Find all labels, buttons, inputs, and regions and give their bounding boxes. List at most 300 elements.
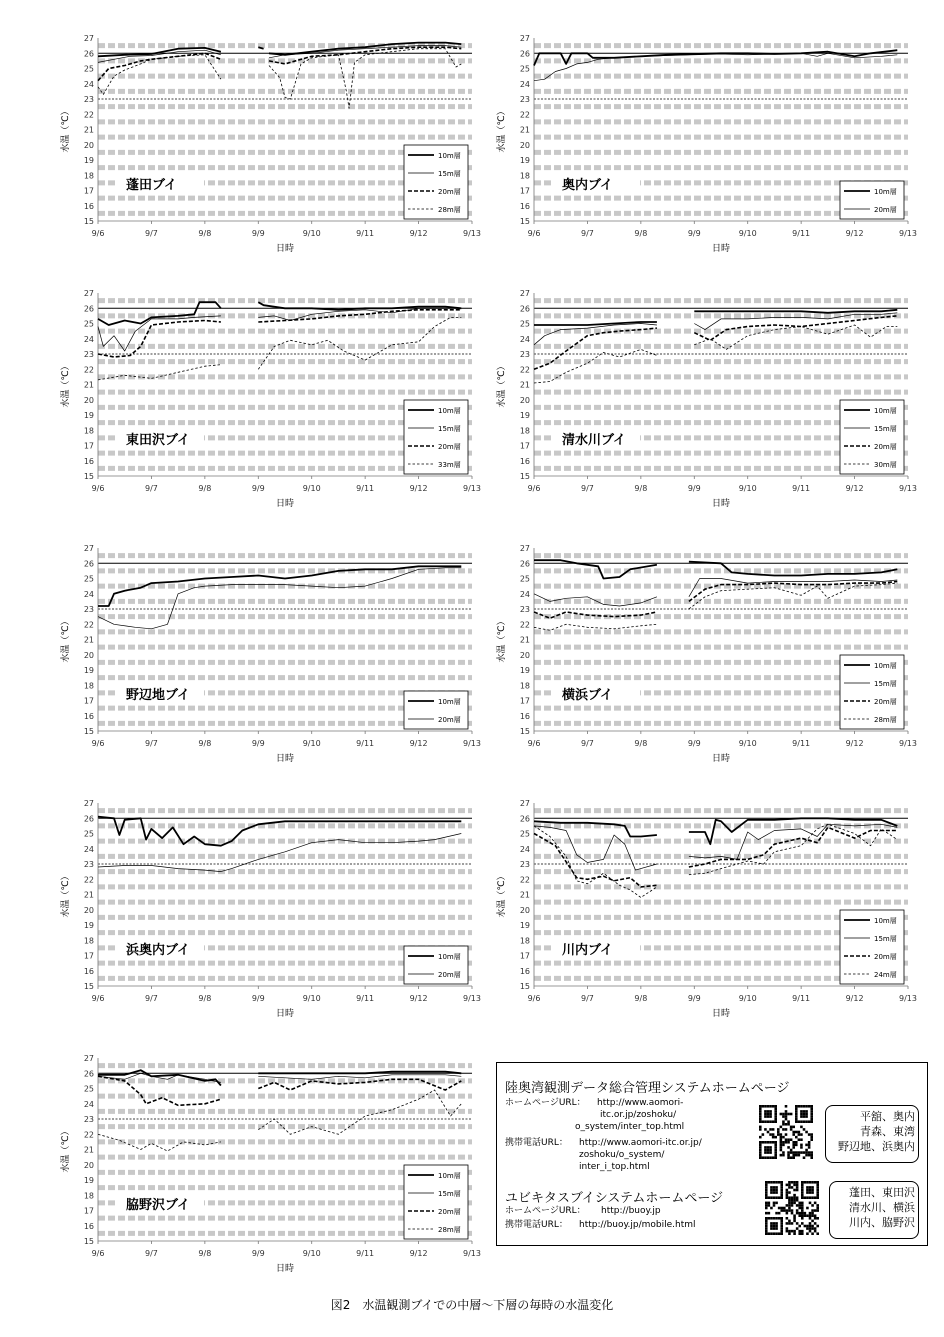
qr-module bbox=[769, 1105, 772, 1108]
qr-module bbox=[764, 1146, 767, 1149]
y-tick-label: 19 bbox=[519, 921, 530, 930]
legend-label: 20m層 bbox=[874, 953, 897, 961]
area-2-line-3: 川内、脇野沢 bbox=[849, 1216, 915, 1229]
y-tick-label: 27 bbox=[519, 34, 530, 43]
x-tick-label: 9/6 bbox=[91, 229, 105, 238]
y-tick-label: 23 bbox=[83, 350, 94, 359]
qr-module bbox=[785, 1115, 788, 1118]
qr-module bbox=[793, 1184, 796, 1187]
y-axis-label: 水温（℃） bbox=[497, 616, 507, 663]
qr-module bbox=[774, 1113, 777, 1116]
qr-module bbox=[780, 1126, 783, 1129]
qr-module bbox=[791, 1196, 794, 1199]
qr-module bbox=[767, 1151, 770, 1154]
y-tick-label: 21 bbox=[519, 380, 530, 390]
qr-module bbox=[788, 1184, 791, 1187]
qr-module bbox=[767, 1149, 770, 1152]
y-tick-label: 16 bbox=[519, 711, 530, 721]
qr-module bbox=[803, 1105, 806, 1108]
y-axis-label: 水温（℃） bbox=[497, 871, 507, 918]
qr-module bbox=[795, 1108, 798, 1111]
x-axis-label: 日時 bbox=[275, 754, 295, 764]
qr-module bbox=[773, 1227, 776, 1230]
y-tick-label: 20 bbox=[519, 140, 530, 150]
qr-module bbox=[765, 1186, 768, 1189]
y-tick-label: 16 bbox=[83, 456, 94, 466]
y-tick-label: 17 bbox=[83, 186, 94, 196]
qr-module bbox=[811, 1227, 814, 1230]
qr-module bbox=[796, 1222, 799, 1225]
qr-module bbox=[801, 1209, 804, 1212]
y-tick-label: 18 bbox=[83, 426, 94, 436]
y-tick-label: 26 bbox=[83, 559, 94, 569]
y-tick-label: 27 bbox=[519, 799, 530, 808]
hp1-url-line-2[interactable]: itc.or.jp/zoshoku/ bbox=[600, 1110, 677, 1120]
hp2-label: ホームページURL： bbox=[505, 1206, 586, 1216]
qr-module bbox=[780, 1184, 783, 1187]
x-axis-label: 日時 bbox=[711, 1009, 731, 1019]
qr-module bbox=[780, 1133, 783, 1136]
qr-module bbox=[767, 1120, 770, 1123]
qr-module bbox=[774, 1120, 777, 1123]
qr-module bbox=[801, 1184, 804, 1187]
x-tick-label: 9/10 bbox=[302, 229, 321, 238]
qr-module bbox=[772, 1105, 775, 1108]
x-tick-label: 9/13 bbox=[899, 484, 917, 493]
qr-module bbox=[805, 1154, 808, 1157]
qr-module bbox=[772, 1120, 775, 1123]
qr-module bbox=[816, 1207, 819, 1210]
x-tick-label: 9/12 bbox=[845, 994, 864, 1003]
y-tick-label: 24 bbox=[519, 844, 530, 854]
hp1-url-line-3[interactable]: o_system/inter_top.html bbox=[575, 1122, 685, 1132]
qr-module bbox=[796, 1212, 799, 1215]
y-tick-label: 18 bbox=[83, 681, 94, 691]
qr-module bbox=[814, 1209, 817, 1212]
qr-module bbox=[767, 1156, 770, 1159]
x-tick-label: 9/9 bbox=[251, 994, 265, 1003]
station-name: 清水川ブイ bbox=[562, 433, 626, 448]
y-tick-label: 27 bbox=[83, 34, 94, 43]
qr-module bbox=[764, 1128, 767, 1131]
qr-module bbox=[780, 1186, 783, 1189]
qr-module bbox=[774, 1110, 777, 1113]
y-axis-label: 水温（℃） bbox=[497, 361, 507, 408]
qr-module bbox=[777, 1131, 780, 1134]
x-axis-label: 日時 bbox=[275, 1009, 295, 1019]
x-tick-label: 9/6 bbox=[527, 994, 541, 1003]
legend-label: 20m層 bbox=[438, 971, 461, 979]
qr-module bbox=[816, 1186, 819, 1189]
qr-module bbox=[765, 1217, 768, 1220]
y-tick-label: 21 bbox=[519, 635, 530, 645]
chart-svg bbox=[56, 538, 496, 773]
legend-label: 10m層 bbox=[874, 917, 897, 925]
qr-module bbox=[787, 1154, 790, 1157]
qr-module bbox=[793, 1202, 796, 1205]
qr-module bbox=[783, 1207, 786, 1210]
x-tick-label: 9/6 bbox=[527, 484, 541, 493]
station-name: 浜奥内ブイ bbox=[126, 943, 190, 958]
qr-module bbox=[778, 1232, 781, 1235]
qr-module bbox=[787, 1151, 790, 1154]
qr-module bbox=[798, 1232, 801, 1235]
chart-panel bbox=[492, 538, 932, 773]
y-tick-label: 19 bbox=[83, 666, 94, 675]
qr-module bbox=[792, 1141, 795, 1144]
qr-module bbox=[806, 1196, 809, 1199]
qr-module bbox=[805, 1110, 808, 1113]
qr-module bbox=[808, 1154, 811, 1157]
qr-module bbox=[814, 1196, 817, 1199]
qr-module bbox=[808, 1144, 811, 1147]
area-2-line-2: 清水川、横浜 bbox=[849, 1201, 915, 1214]
qr-module bbox=[769, 1156, 772, 1159]
qr-module bbox=[768, 1217, 771, 1220]
qr-module bbox=[774, 1144, 777, 1147]
qr-module bbox=[790, 1128, 793, 1131]
area-1-line-1: 平舘、奥内 bbox=[860, 1110, 915, 1123]
x-tick-label: 9/11 bbox=[792, 994, 811, 1003]
qr-module bbox=[808, 1105, 811, 1108]
y-tick-label: 17 bbox=[83, 696, 94, 706]
qr-module bbox=[816, 1209, 819, 1212]
qr-module bbox=[770, 1189, 773, 1192]
y-tick-label: 17 bbox=[83, 1206, 94, 1216]
qr-module bbox=[803, 1156, 806, 1159]
qr-module bbox=[769, 1113, 772, 1116]
mob1-url-line-2[interactable]: zoshoku/o_system/ bbox=[579, 1150, 665, 1160]
legend-label: 20m層 bbox=[438, 443, 461, 451]
qr-module bbox=[765, 1232, 768, 1235]
qr-module bbox=[780, 1217, 783, 1220]
qr-module bbox=[788, 1196, 791, 1199]
qr-module bbox=[770, 1191, 773, 1194]
qr-module bbox=[759, 1110, 762, 1113]
qr-module bbox=[795, 1120, 798, 1123]
qr-module bbox=[798, 1133, 801, 1136]
y-tick-label: 19 bbox=[83, 1176, 94, 1185]
qr-module bbox=[775, 1186, 778, 1189]
y-tick-label: 17 bbox=[519, 186, 530, 196]
y-axis-label: 水温（℃） bbox=[61, 361, 71, 408]
x-tick-label: 9/12 bbox=[409, 739, 428, 748]
qr-module bbox=[809, 1214, 812, 1217]
qr-module bbox=[791, 1204, 794, 1207]
info-box bbox=[496, 1062, 928, 1246]
y-tick-label: 23 bbox=[83, 95, 94, 104]
x-tick-label: 9/10 bbox=[302, 994, 321, 1003]
qr-module bbox=[810, 1156, 813, 1159]
qr-module bbox=[811, 1220, 814, 1223]
x-tick-label: 9/13 bbox=[899, 229, 917, 238]
qr-module bbox=[759, 1151, 762, 1154]
y-tick-label: 22 bbox=[519, 875, 530, 885]
x-tick-label: 9/12 bbox=[409, 229, 428, 238]
chart-panel bbox=[492, 793, 932, 1028]
qr-module bbox=[803, 1120, 806, 1123]
y-tick-label: 25 bbox=[519, 64, 530, 74]
qr-module bbox=[759, 1113, 762, 1116]
qr-module bbox=[804, 1225, 807, 1228]
qr-module bbox=[793, 1217, 796, 1220]
y-tick-label: 17 bbox=[519, 696, 530, 706]
qr-module bbox=[810, 1110, 813, 1113]
y-axis-label: 水温（℃） bbox=[61, 106, 71, 153]
y-tick-label: 20 bbox=[519, 905, 530, 915]
qr-module bbox=[773, 1191, 776, 1194]
mob2-url[interactable]: http://buoy.jp/mobile.html bbox=[579, 1220, 696, 1230]
qr-module bbox=[774, 1105, 777, 1108]
x-tick-label: 9/11 bbox=[792, 229, 811, 238]
legend-label: 10m層 bbox=[438, 953, 461, 961]
y-tick-label: 16 bbox=[83, 1221, 94, 1231]
qr-module bbox=[811, 1214, 814, 1217]
x-tick-label: 9/13 bbox=[899, 739, 917, 748]
qr-module bbox=[795, 1144, 798, 1147]
y-tick-label: 20 bbox=[83, 905, 94, 915]
qr-module bbox=[774, 1115, 777, 1118]
qr-module bbox=[791, 1222, 794, 1225]
qr-module bbox=[806, 1181, 809, 1184]
qr-module bbox=[764, 1113, 767, 1116]
qr-module bbox=[790, 1138, 793, 1141]
qr-module bbox=[798, 1131, 801, 1134]
qr-module bbox=[800, 1113, 803, 1116]
qr-module bbox=[798, 1138, 801, 1141]
qr-module bbox=[759, 1120, 762, 1123]
y-tick-label: 25 bbox=[519, 829, 530, 839]
qr-module bbox=[770, 1196, 773, 1199]
qr-module bbox=[801, 1204, 804, 1207]
qr-module bbox=[798, 1105, 801, 1108]
qr-module bbox=[786, 1227, 789, 1230]
qr-module bbox=[780, 1232, 783, 1235]
qr-module bbox=[810, 1151, 813, 1154]
hp1-url-line-1[interactable]: http://www.aomori- bbox=[597, 1098, 684, 1108]
qr-module bbox=[769, 1141, 772, 1144]
mob1-url-line-1[interactable]: http://www.aomori-itc.or.jp/ bbox=[579, 1138, 702, 1148]
mob1-url-line-3[interactable]: inter_i_top.html bbox=[579, 1162, 650, 1172]
qr-module bbox=[778, 1212, 781, 1215]
qr-module bbox=[793, 1199, 796, 1202]
qr-module bbox=[791, 1186, 794, 1189]
y-tick-label: 21 bbox=[83, 635, 94, 645]
y-tick-label: 24 bbox=[83, 79, 94, 89]
legend-label: 10m層 bbox=[438, 152, 461, 160]
y-tick-label: 24 bbox=[83, 1099, 94, 1109]
chart-panel bbox=[56, 28, 496, 263]
qr-module bbox=[795, 1154, 798, 1157]
y-tick-label: 16 bbox=[83, 201, 94, 211]
qr-module bbox=[796, 1209, 799, 1212]
legend-label: 20m層 bbox=[438, 1208, 461, 1216]
qr-module bbox=[786, 1196, 789, 1199]
qr-module bbox=[805, 1113, 808, 1116]
x-tick-label: 9/6 bbox=[91, 994, 105, 1003]
qr-module bbox=[811, 1191, 814, 1194]
qr-module bbox=[785, 1105, 788, 1108]
qr-module bbox=[780, 1146, 783, 1149]
qr-module bbox=[773, 1186, 776, 1189]
qr-module bbox=[795, 1151, 798, 1154]
qr-module bbox=[787, 1138, 790, 1141]
qr-module bbox=[786, 1209, 789, 1212]
x-tick-label: 9/11 bbox=[792, 739, 811, 748]
y-tick-label: 21 bbox=[519, 125, 530, 135]
y-tick-label: 22 bbox=[83, 110, 94, 120]
qr-module bbox=[787, 1146, 790, 1149]
qr-module bbox=[796, 1181, 799, 1184]
qr-module bbox=[800, 1115, 803, 1118]
x-tick-label: 9/7 bbox=[144, 994, 158, 1003]
qr-module bbox=[770, 1225, 773, 1228]
qr-module bbox=[764, 1120, 767, 1123]
hp2-url[interactable]: http://buoy.jp bbox=[601, 1206, 661, 1216]
qr-module bbox=[777, 1128, 780, 1131]
qr-module bbox=[780, 1113, 783, 1116]
qr-module bbox=[774, 1154, 777, 1157]
qr-module bbox=[774, 1146, 777, 1149]
qr-module bbox=[783, 1209, 786, 1212]
y-tick-label: 18 bbox=[83, 936, 94, 946]
qr-module bbox=[798, 1202, 801, 1205]
qr-module bbox=[809, 1181, 812, 1184]
qr-module bbox=[787, 1123, 790, 1126]
x-tick-label: 9/8 bbox=[198, 1249, 212, 1258]
y-tick-label: 25 bbox=[519, 574, 530, 584]
qr-module bbox=[765, 1227, 768, 1230]
x-tick-label: 9/13 bbox=[463, 229, 481, 238]
qr-module bbox=[791, 1230, 794, 1233]
x-tick-label: 9/13 bbox=[899, 994, 917, 1003]
qr-module bbox=[768, 1181, 771, 1184]
legend-label: 15m層 bbox=[874, 935, 897, 943]
qr-module bbox=[810, 1115, 813, 1118]
qr-module bbox=[787, 1141, 790, 1144]
qr-module bbox=[780, 1222, 783, 1225]
x-tick-label: 9/7 bbox=[144, 739, 158, 748]
qr-module bbox=[769, 1151, 772, 1154]
qr-module bbox=[780, 1144, 783, 1147]
qr-module bbox=[811, 1181, 814, 1184]
qr-module bbox=[792, 1151, 795, 1154]
qr-module bbox=[785, 1123, 788, 1126]
y-tick-label: 23 bbox=[83, 1115, 94, 1124]
qr-module bbox=[800, 1105, 803, 1108]
qr-module bbox=[772, 1156, 775, 1159]
qr-module bbox=[791, 1181, 794, 1184]
y-axis-label: 水温（℃） bbox=[61, 871, 71, 918]
qr-module bbox=[764, 1141, 767, 1144]
qr-module bbox=[810, 1133, 813, 1136]
qr-module bbox=[814, 1181, 817, 1184]
figure-caption: 図2 水温観測ブイでの中層～下層の毎時の水温変化 bbox=[330, 1298, 614, 1312]
qr-module bbox=[786, 1217, 789, 1220]
qr-module bbox=[810, 1105, 813, 1108]
y-tick-label: 27 bbox=[519, 544, 530, 553]
qr-module bbox=[816, 1232, 819, 1235]
qr-module bbox=[780, 1181, 783, 1184]
qr-module bbox=[798, 1230, 801, 1233]
qr-module bbox=[805, 1151, 808, 1154]
system-title-2: ユビキタスブイシステムホームページ bbox=[505, 1191, 724, 1206]
y-tick-label: 19 bbox=[83, 411, 94, 420]
qr-module bbox=[767, 1146, 770, 1149]
qr-module bbox=[775, 1181, 778, 1184]
x-tick-label: 9/11 bbox=[356, 484, 375, 493]
y-tick-label: 23 bbox=[519, 350, 530, 359]
series-line bbox=[534, 824, 897, 870]
y-tick-label: 26 bbox=[519, 49, 530, 59]
qr-module bbox=[786, 1212, 789, 1215]
qr-module bbox=[778, 1207, 781, 1210]
qr-module bbox=[810, 1118, 813, 1121]
qr-module bbox=[811, 1189, 814, 1192]
qr-module bbox=[800, 1151, 803, 1154]
qr-module bbox=[764, 1115, 767, 1118]
y-tick-label: 15 bbox=[83, 727, 94, 736]
qr-module bbox=[786, 1194, 789, 1197]
qr-module bbox=[800, 1144, 803, 1147]
y-tick-label: 22 bbox=[519, 110, 530, 120]
legend-label: 33m層 bbox=[438, 461, 461, 469]
x-tick-label: 9/12 bbox=[409, 994, 428, 1003]
chart-svg bbox=[56, 793, 496, 1028]
qr-module bbox=[780, 1141, 783, 1144]
qr-module bbox=[806, 1225, 809, 1228]
chart-svg bbox=[492, 28, 932, 263]
x-tick-label: 9/8 bbox=[198, 739, 212, 748]
y-tick-label: 26 bbox=[519, 304, 530, 314]
qr-module bbox=[788, 1230, 791, 1233]
qr-module bbox=[759, 1141, 762, 1144]
qr-module bbox=[811, 1186, 814, 1189]
qr-module bbox=[792, 1154, 795, 1157]
qr-module bbox=[809, 1222, 812, 1225]
y-tick-label: 16 bbox=[83, 711, 94, 721]
qr-module bbox=[816, 1191, 819, 1194]
y-tick-label: 18 bbox=[519, 171, 530, 181]
qr-module bbox=[788, 1209, 791, 1212]
qr-module bbox=[816, 1181, 819, 1184]
qr-module bbox=[759, 1126, 762, 1129]
legend-label: 20m層 bbox=[438, 188, 461, 196]
y-tick-label: 22 bbox=[83, 620, 94, 630]
qr-module bbox=[767, 1141, 770, 1144]
qr-module bbox=[782, 1113, 785, 1116]
y-tick-label: 17 bbox=[519, 951, 530, 961]
y-tick-label: 22 bbox=[83, 1130, 94, 1140]
qr-module bbox=[762, 1105, 765, 1108]
qr-module bbox=[765, 1225, 768, 1228]
qr-module bbox=[785, 1110, 788, 1113]
y-tick-label: 20 bbox=[83, 650, 94, 660]
qr-module bbox=[816, 1217, 819, 1220]
qr-module bbox=[769, 1149, 772, 1152]
y-tick-label: 24 bbox=[519, 79, 530, 89]
qr-module bbox=[809, 1212, 812, 1215]
qr-module bbox=[801, 1189, 804, 1192]
qr-module bbox=[816, 1184, 819, 1187]
qr-module bbox=[814, 1227, 817, 1230]
x-tick-label: 9/11 bbox=[356, 994, 375, 1003]
y-tick-label: 15 bbox=[519, 217, 530, 226]
qr-module bbox=[801, 1232, 804, 1235]
y-tick-label: 27 bbox=[83, 1054, 94, 1063]
y-tick-label: 21 bbox=[83, 1145, 94, 1155]
qr-module bbox=[762, 1141, 765, 1144]
